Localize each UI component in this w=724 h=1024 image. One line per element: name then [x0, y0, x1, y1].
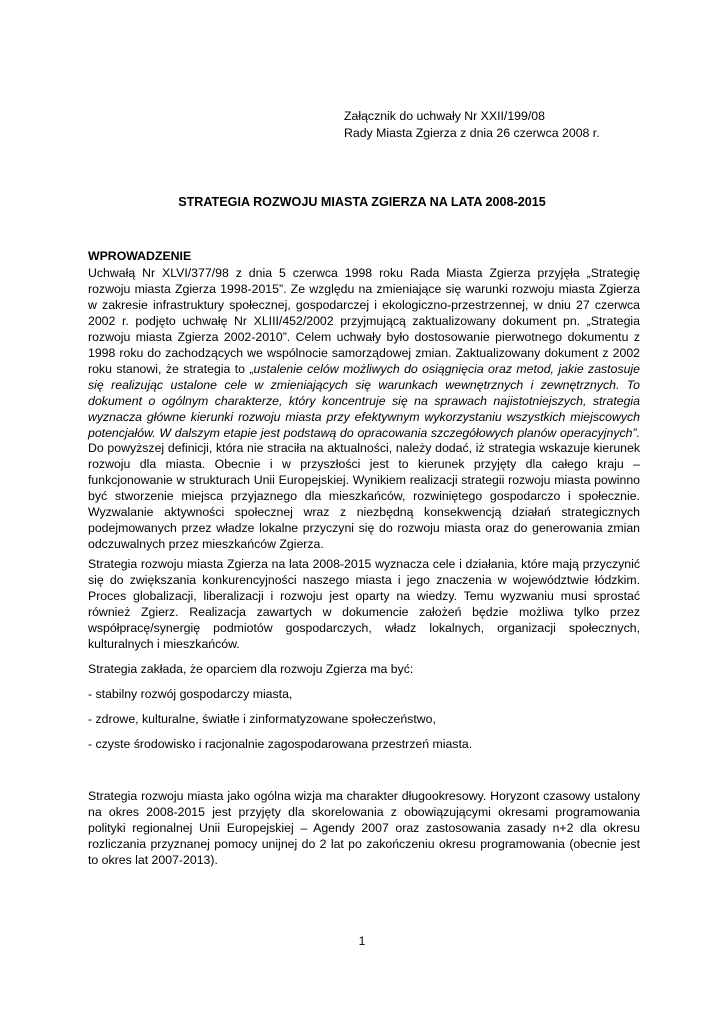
paragraph-introduction — [88, 266, 640, 553]
section-heading: WPROWADZENIE — [88, 249, 192, 263]
paragraph-introduction-text-b: Do powyższej definicji, która nie straciła na aktualności, należy dodać, iż strategia wskazuje kierunek rozwoju dla miasta. Obecnie i w przyszłości jest to kierunek przyjęty dla całego kraju – funkcjonowanie w strukturach Unii Europejskiej. Wynikiem realizacji strategii rozwoju miasta powinno być stworzenie miejsca przyjaznego dla mieszkańców, rozwiniętego gospodarczo i społecznie. Wyzwalanie aktywności społecznej wraz z niezbędną konsekwencją działań strategicznych podejmowanych przez władze lokalne przyczyni się do rozwoju miasta oraz do generowania zmian odczuwalnych przez mieszkańców Zgierza. — [88, 441, 640, 552]
annex-line-2: Rady Miasta Zgierza z dnia 26 czerwca 2008 r. — [344, 126, 600, 140]
list-item: - czyste środowisko i racjonalnie zagospodarowana przestrzeń miasta. — [88, 736, 473, 751]
list-item: - stabilny rozwój gospodarczy miasta, — [88, 686, 293, 701]
list-item: - zdrowe, kulturalne, światłe i zinformatyzowane społeczeństwo, — [88, 711, 436, 726]
page-number: 1 — [358, 934, 366, 948]
paragraph-introduction-text-a: Uchwałą Nr XLVI/377/98 z dnia 5 czerwca 1998 roku Rada Miasta Zgierza przyjęła „Strategię rozwoju miasta Zgierza 1998-2015”. Ze względu na zmieniające się warunki rozwoju miasta Zgierza w zakresie infrastruktury społecznej, gospodarczej i ekologiczno-przestrzennej, w dniu 27 czerwca 2002 r. podjęto uchwałę Nr XLIII/452/2002 przyjmującą zaktualizowany dokument pn. „Strategia rozwoju miasta Zgierza 2002-2010”. Celem uchwały było dostosowanie pierwotnego dokumentu z 1998 roku do zachodzących we wspólnocie samorządowej zmian. Zaktualizowany dokument z 2002 roku stanowi, że strategia to „ — [88, 266, 640, 376]
annex-line-1: Załącznik do uchwały Nr XXII/199/08 — [344, 109, 545, 123]
paragraph-strategy-goals: Strategia rozwoju miasta Zgierza na lata 2008-2015 wyznacza cele i działania, które mają przyczynić się do zwiększania konkurencyjności naszego miasta i jego znaczenia w województwie łódzkim. Proces globalizacji, liberalizacji i rozwoju jest oparty na wiedzy. Temu wyzwaniu musi sprostać również Zgierz. Realizacja zawartych w dokumencie założeń będzie możliwa tylko przez współpracę/synergię podmiotów gospodarczych, władz lokalnych, organizacji społecznych, kulturalnych i mieszkańców. — [88, 557, 640, 651]
strategy-definition-quote: ustalenie celów możliwych do osiągnięcia oraz metod, jakie zastosuje się realizując ustalone cele w zmieniających się warunkach wewnętrznych i zewnętrznych. To dokument o ogólnym charakterze, który koncentruje się na sprawach najistotniejszych, strategia wyznacza główne kierunki rozwoju miasta przy efektywnym wykorzystaniu wszystkich miejscowych potencjałów. W dalszym etapie jest podstawą do opracowania szczegółowych planów operacyjnych”. — [88, 361, 640, 440]
paragraph-time-horizon: Strategia rozwoju miasta jako ogólna wizja ma charakter długookresowy. Horyzont czasowy ustalony na okres 2008-2015 jest przyjęty dla skorelowania z obowiązującymi okresami programowania polityki regionalnej Unii Europejskiej – Agendy 2007 oraz zastosowania zasady n+2 dla okresu rozliczania przyznanej pomocy unijnej do 2 lat po zakończeniu okresu programowania (obecnie jest to okres lat 2007-2013). — [88, 788, 640, 867]
document-title: STRATEGIA ROZWOJU MIASTA ZGIERZA NA LATA 2008-2015 — [178, 195, 546, 209]
document-body — [88, 248, 640, 868]
paragraph-strategy-assumptions: Strategia zakłada, że oparciem dla rozwoju Zgierza ma być: — [88, 661, 414, 676]
annex-note — [344, 108, 600, 142]
